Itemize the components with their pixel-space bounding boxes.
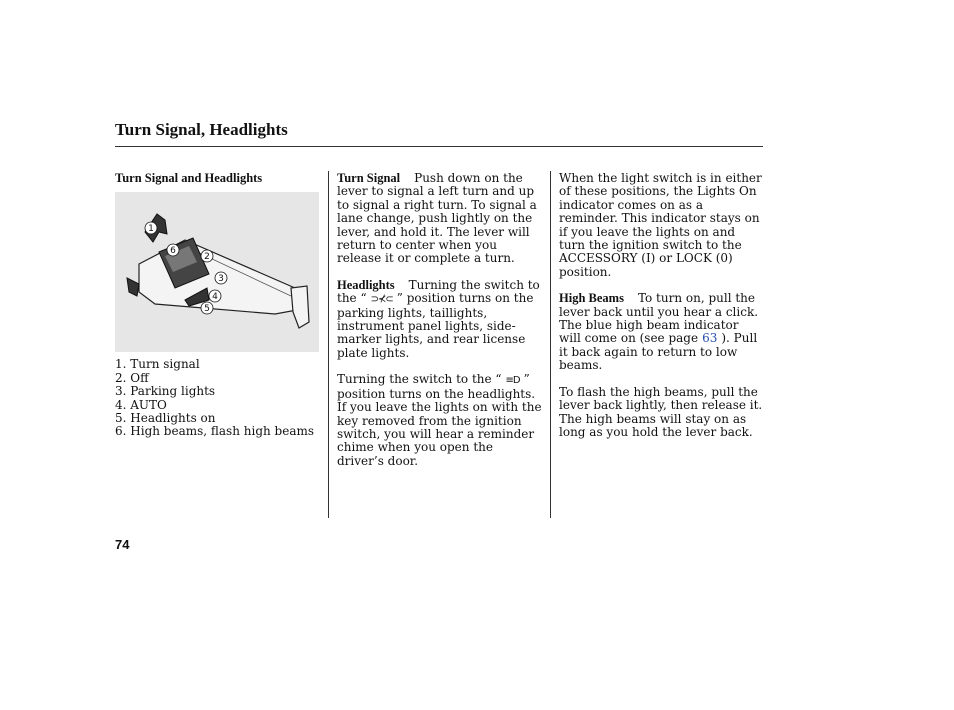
middle-column: [337, 172, 542, 481]
legend-item: 6. High beams, flash high beams: [115, 424, 315, 439]
headlights-text-a: Turning the switch to the “: [337, 277, 540, 306]
headlights-text-b: ” position turns on the parking lights, taillights, instrument panel lights, side-marker lights, and rear license plate lights.: [337, 291, 534, 360]
legend-item: 4. AUTO: [115, 397, 167, 412]
high-beams-text-a: To turn on, pull the lever back until you hear a click. The blue high beam indicator will come on (see page: [559, 291, 759, 346]
callout-2: 2: [204, 252, 210, 263]
lever-mount: [291, 286, 309, 328]
column-divider-2: [550, 171, 551, 518]
turn-signal-paragraph: [337, 172, 542, 266]
headlights-heading: Headlights: [337, 277, 395, 292]
page-title: Turn Signal, Headlights: [115, 120, 288, 139]
legend-item: 2. Off: [115, 370, 149, 385]
page-number: 74: [115, 537, 130, 552]
second-para-a: Turning the switch to the “: [337, 372, 502, 387]
high-beams-text-b: ). Pull it back again to return to low beams.: [559, 331, 758, 373]
headlights-paragraph: [337, 279, 542, 360]
legend-item: 5. Headlights on: [115, 411, 216, 426]
lever-diagram: [115, 192, 319, 352]
legend-item: 1. Turn signal: [115, 357, 200, 372]
turn-signal-lever-illustration: [115, 192, 319, 352]
figure-legend: [115, 358, 320, 438]
callout-3: 3: [218, 274, 224, 285]
right-column: [559, 172, 764, 452]
headlight-icon: ≡D: [505, 375, 520, 387]
arrow-down-icon: [127, 278, 139, 296]
headlights-on-paragraph: [337, 373, 542, 468]
page-reference-link[interactable]: 63: [702, 331, 718, 346]
title-divider: [115, 146, 763, 147]
left-column: [115, 172, 320, 439]
callout-1: 1: [148, 224, 154, 235]
callout-5: 5: [204, 304, 210, 315]
legend-item: 3. Parking lights: [115, 384, 216, 399]
second-para-b: ” position turns on the headlights. If you leave the lights on with the key removed from the ignition switch, you will hear a reminder chime when you open the driver’s door.: [337, 372, 542, 468]
turn-signal-text: Push down on the lever to signal a left turn and up to signal a right turn. To signal a lane change, push lightly on the lever, and hold it. The lever will return to center when you release it or complete a turn.: [337, 171, 537, 266]
section-heading: Turn Signal and Headlights: [115, 171, 263, 185]
flash-paragraph: To flash the high beams, pull the lever back lightly, then release it. The high beams will stay on as long as you hold the lever back.: [559, 384, 763, 439]
callout-6: 6: [170, 246, 176, 257]
parking-lights-icon: ⊃⊀⊂: [370, 294, 393, 306]
high-beams-heading: High Beams: [559, 291, 624, 306]
turn-signal-heading: Turn Signal: [337, 171, 401, 185]
high-beams-paragraph: [559, 292, 764, 372]
lights-on-paragraph: When the light switch is in either of these positions, the Lights On indicator comes on as a reminder. This indicator stays on if you leave the lights on and turn the ignition switch to the ACCESSORY (I) or LOCK (0) position.: [559, 171, 762, 279]
column-divider-1: [328, 171, 329, 518]
callout-4: 4: [212, 292, 218, 303]
